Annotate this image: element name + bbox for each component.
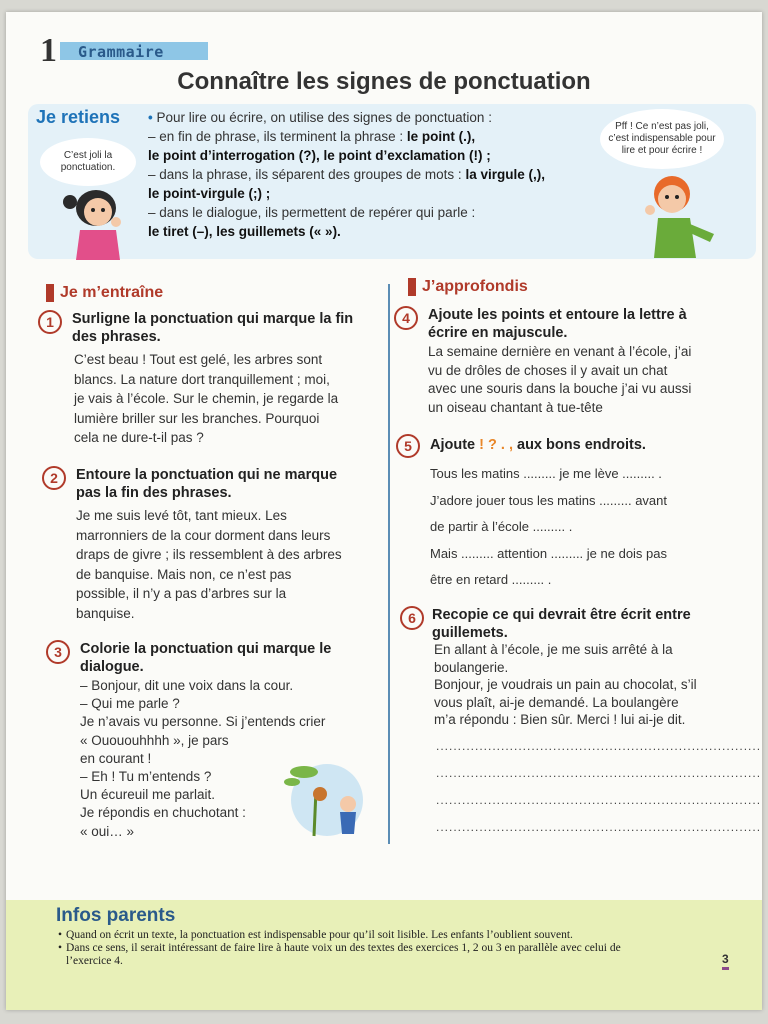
exercise-4-title: Ajoute les points et entoure la lettre à écrire en majuscule. (428, 307, 687, 341)
section-heading-approfondis (408, 278, 528, 296)
text-line: banquise. (76, 605, 135, 621)
answer-line[interactable]: ........................................................................... (436, 820, 762, 834)
section-marker (408, 278, 416, 296)
section-heading-text: Je m’entraîne (60, 284, 164, 302)
retiens-term: le point d’interrogation (?), le point d’exclamation (!) ; (148, 148, 491, 163)
text-line: un oiseau chantant à tue-tête (428, 399, 603, 415)
exercise-5-text (430, 461, 740, 594)
exercise-5-title-marks: ! ? . , (479, 437, 513, 453)
girl-illustration (56, 180, 136, 260)
exercise-1-text (74, 350, 374, 448)
exercise-1-title: Surligne la ponctuation qui marque la fin des phrases. (72, 311, 354, 345)
bullet-icon: • (58, 942, 63, 954)
section-marker (46, 284, 54, 302)
text-line: avec une souris dans la bouche j’ai vu aussi (428, 381, 692, 396)
text-line: de banquise. Mais non, ce n’est pas (76, 566, 292, 582)
exercise-5-title-prefix: Ajoute (430, 437, 476, 453)
text-line: vu de drôles de choses il y avait un chat (428, 362, 668, 378)
squirrel-illustration (282, 750, 372, 840)
retiens-line: Pour lire ou écrire, on utilise des signes de ponctuation : (156, 110, 492, 125)
speech-bubble-boy: Pff ! Ce n’est pas joli, c’est indispensable pour lire et pour écrire ! (600, 109, 724, 169)
bullet-icon: • (58, 929, 63, 941)
exercise-2-title: Entoure la ponctuation qui ne marque pas la fin des phrases. (76, 467, 338, 501)
footer-item-text: Quand on écrit un texte, la ponctuation est indispensable pour qu’il soit lisible. Les enfants l’oublient souvent. (66, 929, 573, 941)
footer-item (58, 929, 658, 942)
fill-in-line: de partir à l’école ......... . (430, 519, 573, 534)
footer-item-text: Dans ce sens, il serait intéressant de faire lire à haute voix un des textes des exercices 1, 2 ou 3 en parallèle avec celui de l’exercice 4. (66, 942, 621, 967)
text-line: draps de givre ; ils ressemblent à des arbres (76, 547, 342, 562)
exercise-number-5: 5 (396, 434, 420, 458)
retiens-line: – dans la phrase, ils séparent des groupes de mots : (148, 167, 462, 182)
retiens-term: le point-virgule (;) ; (148, 186, 271, 201)
exercise-number-3: 3 (46, 640, 70, 664)
boy-illustration (636, 172, 726, 258)
page-title: Connaître les signes de ponctuation (177, 68, 591, 95)
text-line: « Ouououhhhh », je pars (80, 732, 229, 748)
retiens-title: Je retiens (36, 107, 121, 127)
text-line: cela ne dure-t-il pas ? (74, 430, 204, 445)
text-line: en courant ! (80, 750, 152, 766)
exercise-number-2: 2 (42, 466, 66, 490)
answer-lines (436, 739, 762, 847)
footer-item (58, 942, 658, 968)
retiens-term: la virgule (,), (465, 167, 545, 182)
retiens-term: le tiret (–), les guillemets (« »). (148, 224, 341, 239)
unit-label: Grammaire (78, 43, 164, 61)
text-line: marronniers de la cour dorment dans leurs (76, 527, 331, 543)
infos-parents-title: Infos parents (56, 905, 176, 926)
answer-line[interactable]: ........................................................................... (436, 793, 762, 807)
text-line: je vais à l’école. Sur le chemin, je regarde la (74, 391, 339, 406)
fill-in-line: Mais ......... attention ......... je ne dois pas (430, 545, 668, 561)
text-line: La semaine dernière en venant à l’école, j’ai (428, 344, 692, 359)
retiens-text (148, 108, 588, 241)
answer-line[interactable]: ........................................................................... (436, 766, 762, 780)
text-line: vous plaît, ai-je demandé. La boulangère (434, 694, 679, 710)
text-line: boulangerie. (434, 659, 509, 675)
exercise-number-1: 1 (38, 310, 62, 334)
text-line: C’est beau ! Tout est gelé, les arbres sont (74, 352, 323, 367)
bullet-icon: • (148, 110, 153, 125)
exercise-number-6: 6 (400, 606, 424, 630)
text-line: Je n’avais vu personne. Si j’entends crier (80, 714, 326, 730)
retiens-line: – en fin de phrase, ils terminent la phrase : (148, 129, 404, 144)
exercise-4-text (428, 343, 738, 417)
text-line: – Qui me parle ? (80, 696, 180, 712)
exercise-6-text (434, 641, 744, 729)
text-line: Un écureuil me parlait. (80, 787, 216, 803)
fill-in-line: J’adore jouer tous les matins ......... avant (430, 492, 668, 508)
answer-line[interactable]: ........................................................................... (436, 739, 762, 753)
exercise-5-title (430, 436, 730, 454)
retiens-line: – dans le dialogue, ils permettent de repérer qui parle : (148, 205, 476, 220)
text-line: Je me suis levé tôt, tant mieux. Les (76, 508, 287, 523)
unit-number: 1 (40, 32, 57, 69)
text-line: – Bonjour, dit une voix dans la cour. (80, 678, 294, 693)
retiens-term: le point (.), (406, 129, 476, 144)
text-line: m’a répondu : Bien sûr. Merci ! lui ai-je dit. (434, 712, 686, 727)
section-heading-text: J’approfondis (422, 278, 528, 296)
text-line: blancs. La nature dort tranquillement ; moi, (74, 371, 330, 387)
text-line: lumière briller sur les branches. Pourquoi (74, 410, 320, 426)
column-divider (388, 284, 390, 844)
exercise-number-4: 4 (394, 306, 418, 330)
fill-in-line: Tous les matins ......... je me lève ......... . (430, 466, 662, 481)
infos-parents-text (58, 929, 658, 968)
text-line: possible, il n’y a pas d’arbres sur la (76, 586, 287, 601)
text-line: En allant à l’école, je me suis arrêté à la (434, 642, 673, 657)
text-line: Bonjour, je voudrais un pain au chocolat, s’il (434, 677, 697, 692)
section-heading-entraine (46, 284, 163, 302)
exercise-5-title-suffix: aux bons endroits. (517, 437, 646, 453)
text-line: Je répondis en chuchotant : (80, 805, 246, 821)
text-line: « oui… » (80, 823, 135, 839)
fill-in-line: être en retard ......... . (430, 572, 552, 587)
workbook-page (6, 12, 762, 1010)
exercise-3-title: Colorie la ponctuation qui marque le dialogue. (80, 641, 332, 675)
speech-bubble-girl: C’est joli la ponctuation. (40, 138, 136, 186)
page-number: 3 (722, 952, 729, 970)
exercise-2-text (76, 506, 376, 623)
text-line: – Eh ! Tu m’entends ? (80, 769, 212, 785)
exercise-6-title: Recopie ce qui devrait être écrit entre guillemets. (432, 607, 691, 641)
